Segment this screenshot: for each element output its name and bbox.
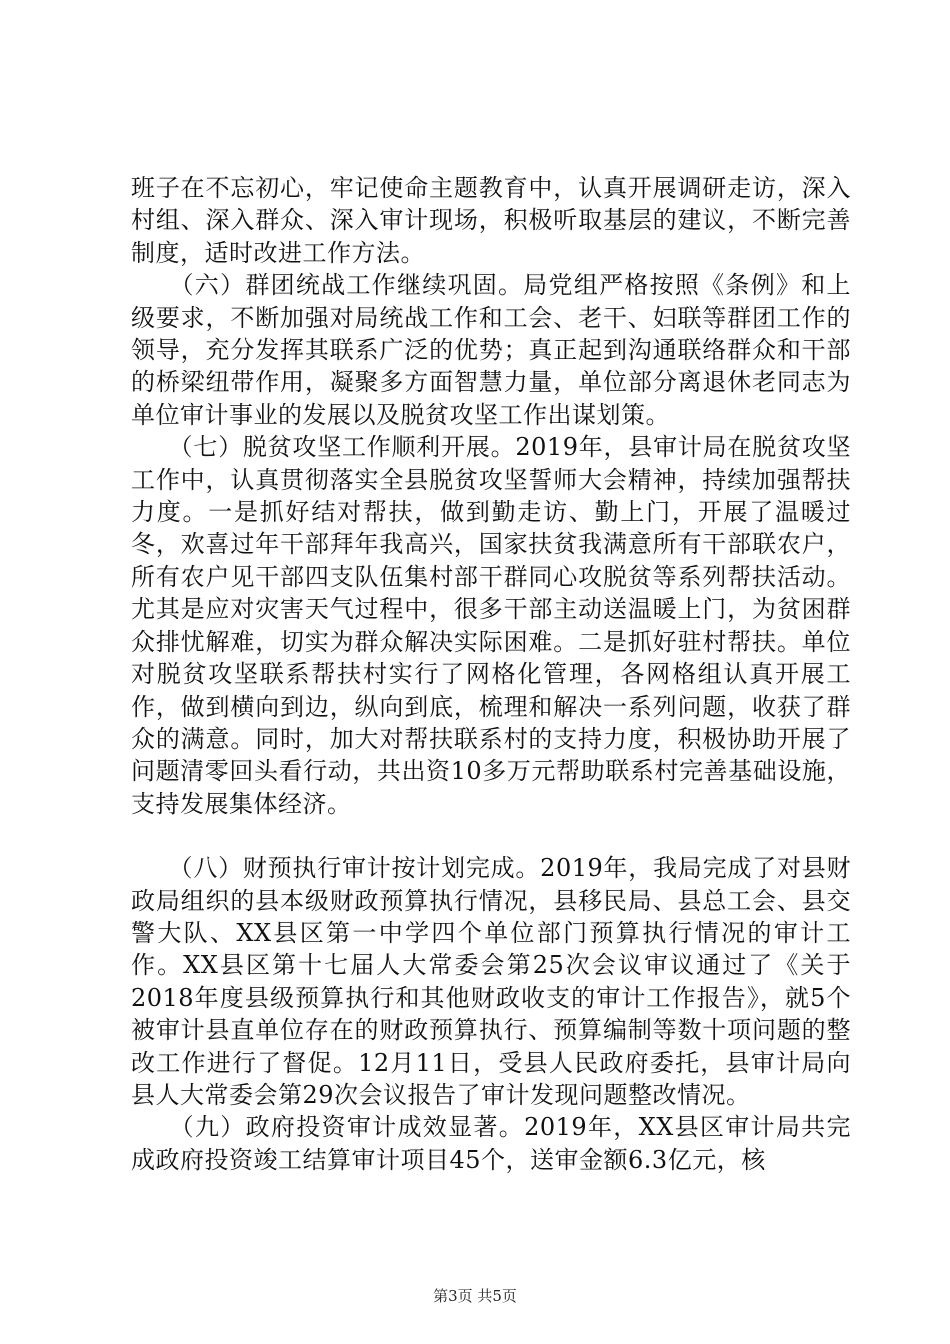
paragraph-continuation: 班子在不忘初心，牢记使命主题教育中，认真开展调研走访，深入村组、深入群众、深入审计现场，积极听取基层的建议，不断完善制度，适时改进工作方法。 — [131, 174, 851, 267]
paragraph-section-8: （八）财预执行审计按计划完成。2019年，我局完成了对县财政局组织的县本级财政预算执行情况，县移民局、县总工会、县交警大队、XX县区第一中学四个单位部门预算执行情况的审计工作。XX县区第十七届人大常委会第25次会议审议通过了《关于2018年度县级预算执行和其他财政收支的审计工作报告》，就5个被审计县直单位存在的财政预算执行、预算编制等数十项问题的整改工作进行了督促。12月11日，受县人民政府委托，县审计局向县人大常委会第29次会议报告了审计发现问题整改情况。 — [131, 854, 851, 1109]
paragraph-spacer — [131, 820, 851, 852]
document-body — [131, 172, 851, 1176]
paragraph-section-7: （七）脱贫攻坚工作顺利开展。2019年，县审计局在脱贫攻坚工作中，认真贯彻落实全县脱贫攻坚誓师大会精神，持续加强帮扶力度。一是抓好结对帮扶，做到勤走访、勤上门，开展了温暖过冬，欢喜过年干部拜年我高兴，国家扶贫我满意所有干部联农户，所有农户见干部四支队伍集村部干群同心攻脱贫等系列帮扶活动。尤其是应对灾害天气过程中，很多干部主动送温暖上门，为贫困群众排忧解难，切实为群众解决实际困难。二是抓好驻村帮扶。单位对脱贫攻坚联系帮扶村实行了网格化管理，各网格组认真开展工作，做到横向到边，纵向到底，梳理和解决一系列问题，收获了群众的满意。同时，加大对帮扶联系村的支持力度，积极协助开展了问题清零回头看行动，共出资10多万元帮助联系村完善基础设施，支持发展集体经济。 — [131, 433, 851, 818]
paragraph-section-9: （九）政府投资审计成效显著。2019年，XX县区审计局共完成政府投资竣工结算审计项目45个，送审金额6.3亿元，核 — [131, 1113, 851, 1174]
page-number-footer: 第3页 共5页 — [433, 1287, 517, 1305]
paragraph-section-6: （六）群团统战工作继续巩固。局党组严格按照《条例》和上级要求，不断加强对局统战工作和工会、老干、妇联等群团工作的领导，充分发挥其联系广泛的优势；真正起到沟通联络群众和干部的桥梁纽带作用，凝聚多方面智慧力量，单位部分离退休老同志为单位审计事业的发展以及脱贫攻坚工作出谋划策。 — [131, 271, 851, 429]
